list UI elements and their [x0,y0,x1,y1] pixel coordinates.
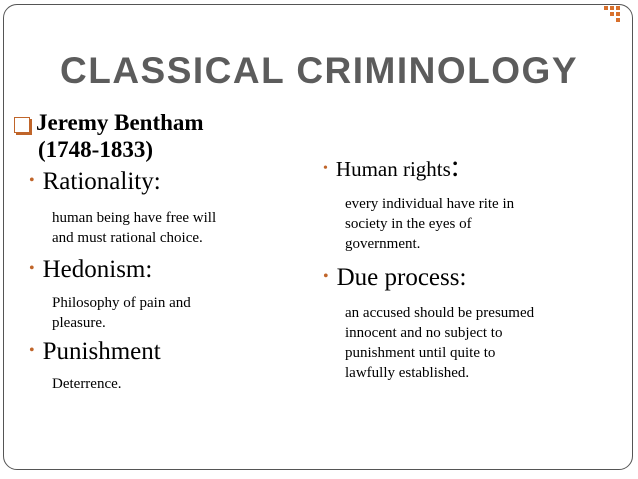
bullet-dot-icon: • [323,268,329,285]
author-name: Jeremy Bentham [36,110,204,135]
detail-line: human being have free will [52,210,217,226]
bullet-detail-due-process [345,303,534,383]
detail-line: government. [345,236,421,252]
slide-title: CLASSICAL CRIMINOLOGY [60,50,578,91]
bullet-heading: Hedonism: [42,256,153,283]
bullet-detail-punishment [52,374,122,394]
author-block [36,109,204,163]
bullet-rationality [29,168,161,196]
detail-line: an accused should be presumed [345,305,535,321]
bullet-detail-hedonism [52,293,191,333]
bullet-heading: Punishment [42,338,161,365]
bullet-hedonism [29,256,152,284]
bullet-human-rights [323,148,459,184]
bullet-detail-human-rights [345,194,514,254]
detail-line: punishment until quite to [345,345,496,361]
detail-line: Philosophy of pain and [52,295,191,311]
detail-line: pleasure. [52,315,106,331]
detail-line: lawfully established. [345,365,470,381]
bullet-heading: Rationality: [42,168,161,195]
bullet-heading: Human rights [335,157,451,181]
detail-line: society in the eyes of [345,216,472,232]
detail-line: innocent and no subject to [345,325,503,341]
bullet-dot-icon: • [29,172,35,189]
bullet-due-process [323,264,466,292]
detail-line: Deterrence. [52,376,122,392]
bullet-heading: Due process: [336,264,467,291]
bullet-dot-icon: • [323,161,328,176]
checkbox-bullet-icon [14,117,30,133]
bullet-punishment [29,338,161,366]
detail-line: every individual have rite in [345,196,515,212]
bullet-detail-rationality [52,208,216,248]
heading-colon: : [450,148,460,183]
bullet-dot-icon: • [29,342,35,359]
bullet-dot-icon: • [29,260,35,277]
detail-line: and must rational choice. [52,230,203,246]
author-dates: (1748-1833) [38,137,153,162]
